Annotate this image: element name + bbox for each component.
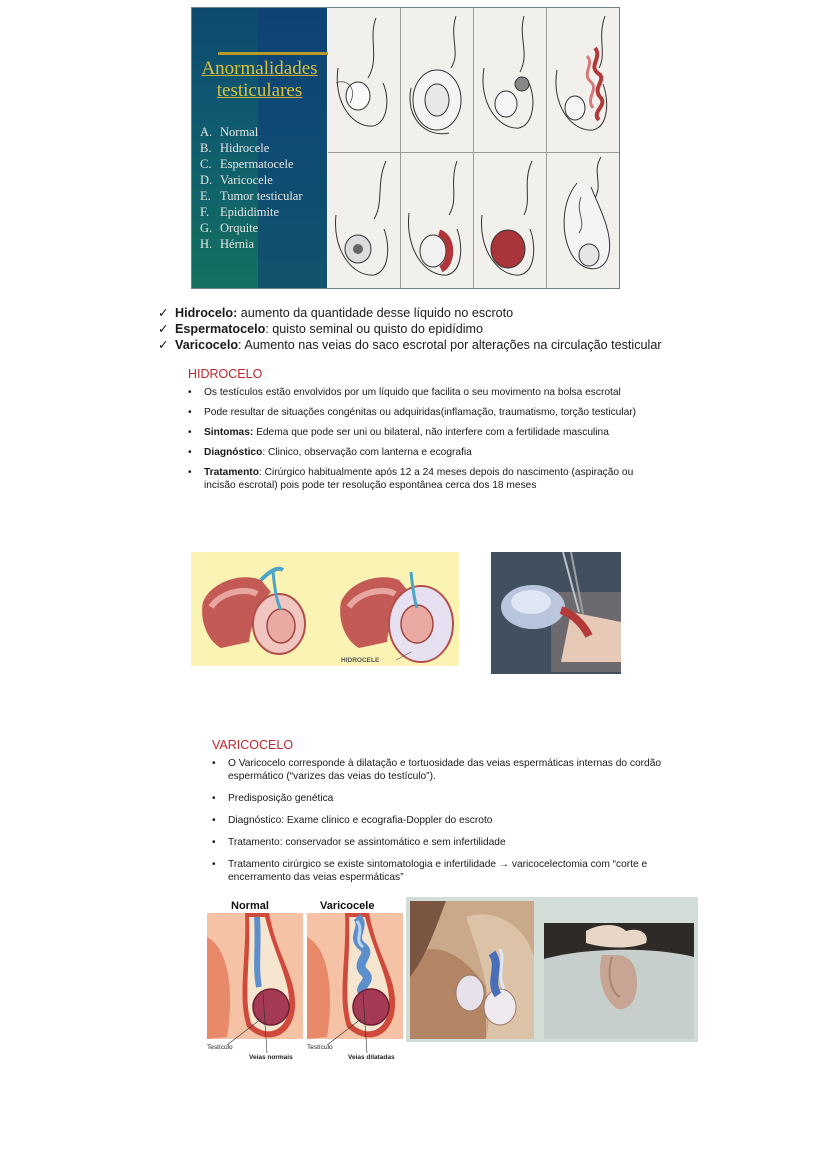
slide-item-key: G. bbox=[200, 221, 213, 235]
hidrocele-surgery-photo bbox=[491, 552, 621, 674]
slide-figure bbox=[191, 7, 620, 289]
slide-item-key: C. bbox=[200, 157, 212, 171]
testiculo-label-right: Testículo bbox=[307, 1044, 333, 1051]
hidrocele-label: HIDROCELE bbox=[341, 657, 380, 664]
varicocele-comparison-illustration bbox=[207, 897, 405, 1062]
bullet-icon: • bbox=[212, 815, 216, 826]
bullet-icon: • bbox=[212, 793, 216, 804]
slide-list-item bbox=[200, 188, 324, 204]
check-term: Espermatocelo bbox=[175, 322, 266, 336]
hidrocelo-heading: HIDROCELO bbox=[188, 367, 263, 381]
slide-text-panel bbox=[192, 8, 327, 288]
bullet-term: Sintomas: bbox=[204, 427, 254, 438]
varicocelo-heading: VARICOCELO bbox=[212, 738, 294, 752]
slide-item-label: Espermatocele bbox=[220, 157, 294, 171]
check-mark-icon: ✓ bbox=[158, 338, 169, 352]
slide-list-item bbox=[200, 236, 324, 252]
bullet-icon: • bbox=[188, 387, 192, 398]
list-item bbox=[188, 406, 658, 419]
check-item bbox=[158, 337, 698, 353]
slide-title-line1: Anormalidades bbox=[201, 58, 318, 79]
bullet-text: : Clinico, observação com lanterna e ecografia bbox=[262, 447, 472, 458]
list-item bbox=[212, 858, 682, 884]
bullet-text: Tratamento cirúrgico se existe sintomatologia e infertilidade → varicocelectomia com “corte e encerramento das veias espermáticas” bbox=[228, 859, 648, 883]
slide-title bbox=[192, 58, 327, 102]
check-text: : quisto seminal ou quisto do epidídimo bbox=[265, 322, 484, 336]
slide-item-label: Varicocele bbox=[220, 173, 273, 187]
veias-normais-label: Veias normais bbox=[249, 1054, 293, 1061]
check-mark-icon: ✓ bbox=[158, 306, 169, 320]
check-text: : Aumento nas veias do saco escrotal por alterações na circulação testicular bbox=[238, 338, 662, 352]
check-term: Varicocelo bbox=[175, 338, 239, 352]
list-item bbox=[188, 446, 658, 459]
bullet-icon: • bbox=[188, 447, 192, 458]
varicocele-heading: Varicocele bbox=[320, 900, 375, 912]
bullet-icon: • bbox=[188, 467, 192, 478]
diagram-hernia bbox=[547, 153, 620, 289]
slide-item-key: H. bbox=[200, 237, 213, 251]
testicular-diagram-grid bbox=[328, 8, 619, 288]
diagram-orquite bbox=[474, 153, 547, 289]
veias-dilatadas-label: Veias dilatadas bbox=[348, 1054, 395, 1061]
slide-item-label: Hérnia bbox=[220, 237, 255, 251]
testiculo-label-left: Testículo bbox=[207, 1044, 233, 1051]
varicocele-clinical-photos bbox=[406, 897, 698, 1042]
slide-list-item bbox=[200, 140, 324, 156]
bullet-icon: • bbox=[188, 427, 192, 438]
check-text: aumento da quantidade desse líquido no escroto bbox=[237, 306, 514, 320]
slide-item-label: Hidrocele bbox=[220, 141, 270, 155]
bullet-icon: • bbox=[212, 758, 216, 769]
slide-gold-rule bbox=[218, 52, 328, 55]
diagram-tumor bbox=[328, 153, 401, 289]
slide-item-label: Tumor testicular bbox=[220, 189, 303, 203]
diagram-epididimite bbox=[401, 153, 474, 289]
bullet-text: Pode resultar de situações congénitas ou adquiridas(inflamação, traumatismo, torção testicular) bbox=[204, 407, 637, 418]
slide-item-label: Orquite bbox=[220, 221, 259, 235]
slide-list-item bbox=[200, 220, 324, 236]
bullet-text: : Cirúrgico habitualmente após 12 a 24 meses depois do nascimento (aspiração ou incisão escrotal) pois pode ter resolução espontânea cerca dos 18 meses bbox=[204, 467, 634, 491]
slide-item-key: E. bbox=[200, 189, 211, 203]
list-item bbox=[188, 426, 658, 439]
hidrocelo-bullets bbox=[188, 386, 658, 499]
slide-list-item bbox=[200, 124, 324, 140]
list-item bbox=[212, 757, 682, 783]
bullet-text: Os testículos estão envolvidos por um líquido que facilita o seu movimento na bolsa escrotal bbox=[204, 387, 621, 398]
list-item bbox=[212, 792, 682, 805]
slide-title-line2: testiculares bbox=[216, 80, 303, 101]
slide-item-label: Normal bbox=[220, 125, 259, 139]
check-term: Hidrocelo: bbox=[175, 306, 238, 320]
list-item bbox=[188, 386, 658, 399]
diagram-normal bbox=[328, 8, 401, 153]
slide-item-label: Epididimite bbox=[220, 205, 280, 219]
slide-list bbox=[200, 124, 324, 252]
varicocelo-bullets bbox=[212, 757, 682, 893]
slide-item-key: B. bbox=[200, 141, 212, 155]
slide-list-item bbox=[200, 156, 324, 172]
definitions-checklist bbox=[158, 305, 698, 353]
hidrocele-illustration bbox=[191, 552, 459, 666]
list-item bbox=[188, 466, 658, 492]
diagram-hidrocele bbox=[401, 8, 474, 153]
check-mark-icon: ✓ bbox=[158, 322, 169, 336]
check-item bbox=[158, 321, 698, 337]
slide-item-key: F. bbox=[200, 205, 210, 219]
diagram-varicocele bbox=[547, 8, 620, 153]
normal-heading: Normal bbox=[231, 900, 269, 912]
slide-list-item bbox=[200, 172, 324, 188]
check-item bbox=[158, 305, 698, 321]
bullet-text: Predisposição genética bbox=[228, 793, 334, 804]
bullet-icon: • bbox=[212, 837, 216, 848]
bullet-text: Tratamento: conservador se assintomático e sem infertilidade bbox=[228, 837, 506, 848]
slide-item-key: A. bbox=[200, 125, 213, 139]
bullet-text: Diagnóstico: Exame clinico e ecografia-Doppler do escroto bbox=[228, 815, 493, 826]
bullet-term: Tratamento bbox=[204, 467, 259, 478]
bullet-term: Diagnóstico bbox=[204, 447, 263, 458]
slide-item-key: D. bbox=[200, 173, 213, 187]
bullet-text: O Varicocelo corresponde à dilatação e tortuosidade das veias espermáticas internas do cordão espermático (“varizes das veias do testículo”). bbox=[228, 758, 662, 782]
list-item bbox=[212, 836, 682, 849]
bullet-icon: • bbox=[188, 407, 192, 418]
diagram-espermatocele bbox=[474, 8, 547, 153]
bullet-icon: • bbox=[212, 859, 216, 870]
slide-list-item bbox=[200, 204, 324, 220]
bullet-text: Edema que pode ser uni ou bilateral, não interfere com a fertilidade masculina bbox=[253, 427, 609, 438]
list-item bbox=[212, 814, 682, 827]
